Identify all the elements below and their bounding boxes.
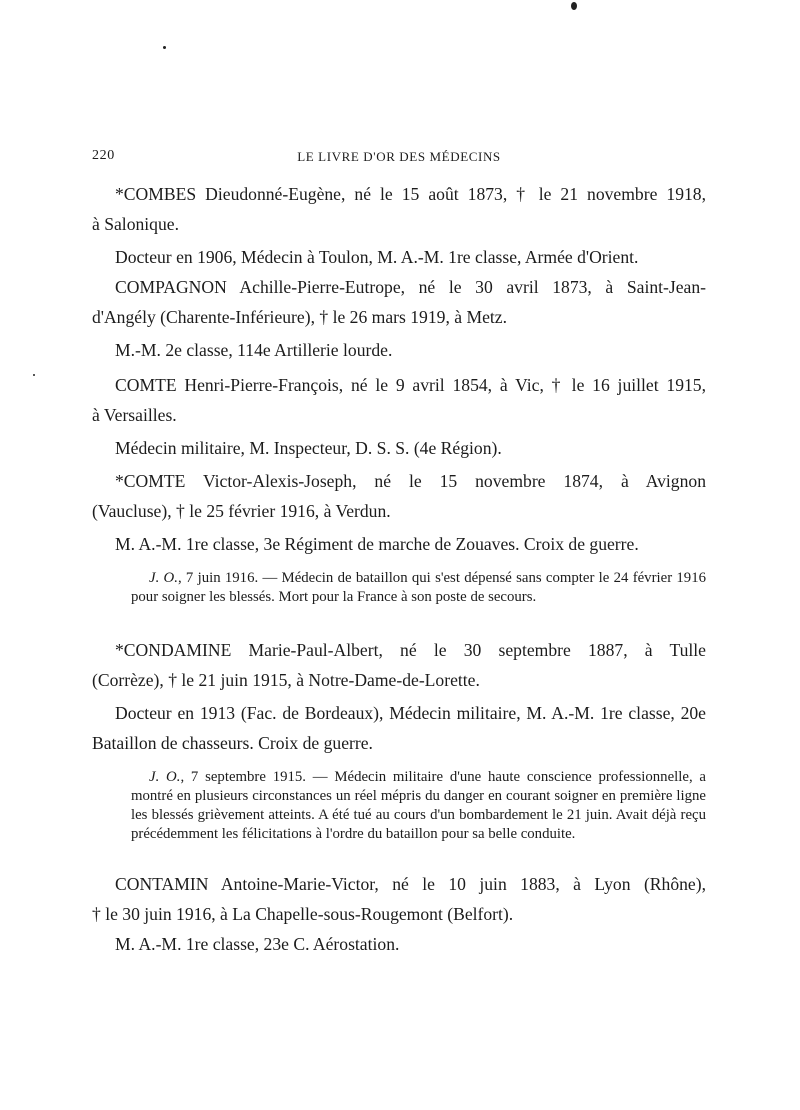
entry-name-line: *COMBES Dieudonné-Eugène, né le 15 août 1873, † le 21 novembre 1918, [115,184,706,204]
entry-comte-victor [92,466,706,607]
entry-name-continuation: à Versailles. [92,405,177,425]
entry-name-line: COMTE Henri-Pierre-François, né le 9 avril 1854, à Vic, † le 16 juillet 1915, [115,375,706,395]
page-header [92,148,706,170]
entry-compagnon [92,272,706,365]
citation [131,569,706,607]
page-number: 220 [92,148,115,163]
citation-source: J. O. [149,570,178,586]
entry-name-continuation: (Vaucluse), † le 25 février 1916, à Verdun. [92,501,391,521]
entry-name-line: CONTAMIN Antoine-Marie-Victor, né le 10 juin 1883, à Lyon (Rhône), [115,874,706,894]
entry-detail: Docteur en 1906, Médecin à Toulon, M. A.-M. 1re classe, Armée d'Orient. [115,247,639,267]
entry-comte-henri [92,370,706,463]
entry-detail: Médecin militaire, M. Inspecteur, D. S. S. (4e Région). [115,438,502,458]
entry-name-continuation: (Corrèze), † le 21 juin 1915, à Notre-Dame-de-Lorette. [92,670,480,690]
entry-name-line: COMPAGNON Achille-Pierre-Eutrope, né le 30 avril 1873, à Saint-Jean- [115,277,706,297]
running-title: LE LIVRE D'OR DES MÉDECINS [297,149,501,164]
ink-speck [33,374,35,376]
entry-detail: Docteur en 1913 (Fac. de Bordeaux), Médecin militaire, M. A.-M. 1re classe, 20e Bataillon de chasseurs. Croix de guerre. [92,703,706,753]
entry-detail: M. A.-M. 1re classe, 3e Régiment de marche de Zouaves. Croix de guerre. [115,534,639,554]
entry-name-line: *CONDAMINE Marie-Paul-Albert, né le 30 septembre 1887, à Tulle [115,640,706,660]
entry-detail: M.-M. 2e classe, 114e Artillerie lourde. [115,340,393,360]
ink-speck [571,2,577,10]
citation [131,768,706,844]
ink-speck [163,46,166,49]
citation-source: J. O. [149,769,181,785]
entry-condamine [92,635,706,844]
entry-name-continuation: à Salonique. [92,214,179,234]
entry-name-continuation: d'Angély (Charente-Inférieure), † le 26 mars 1919, à Metz. [92,307,507,327]
entry-detail: M. A.-M. 1re classe, 23e C. Aérostation. [115,934,400,954]
entry-combes [92,179,706,272]
entry-name-continuation: † le 30 juin 1916, à La Chapelle-sous-Rougemont (Belfort). [92,904,514,924]
citation-text: , 7 septembre 1915. — Médecin militaire d'une haute conscience professionnelle, a montré en plusieurs circonstances un réel mépris du danger en courant soigner en première ligne les blessés grièvement atteints. A été tué au cours d'un bombardement le 21 juin. Avait déjà reçu précédemment les félicitations à l'ordre du bataillon pour sa belle conduite. [131,769,706,842]
entry-contamin [92,869,706,959]
citation-text: , 7 juin 1916. — Médecin de bataillon qui s'est dépensé sans compter le 24 février 1916 pour soigner les blessés. Mort pour la France à son poste de secours. [131,570,706,605]
entry-name-line: *COMTE Victor-Alexis-Joseph, né le 15 novembre 1874, à Avignon [115,471,706,491]
